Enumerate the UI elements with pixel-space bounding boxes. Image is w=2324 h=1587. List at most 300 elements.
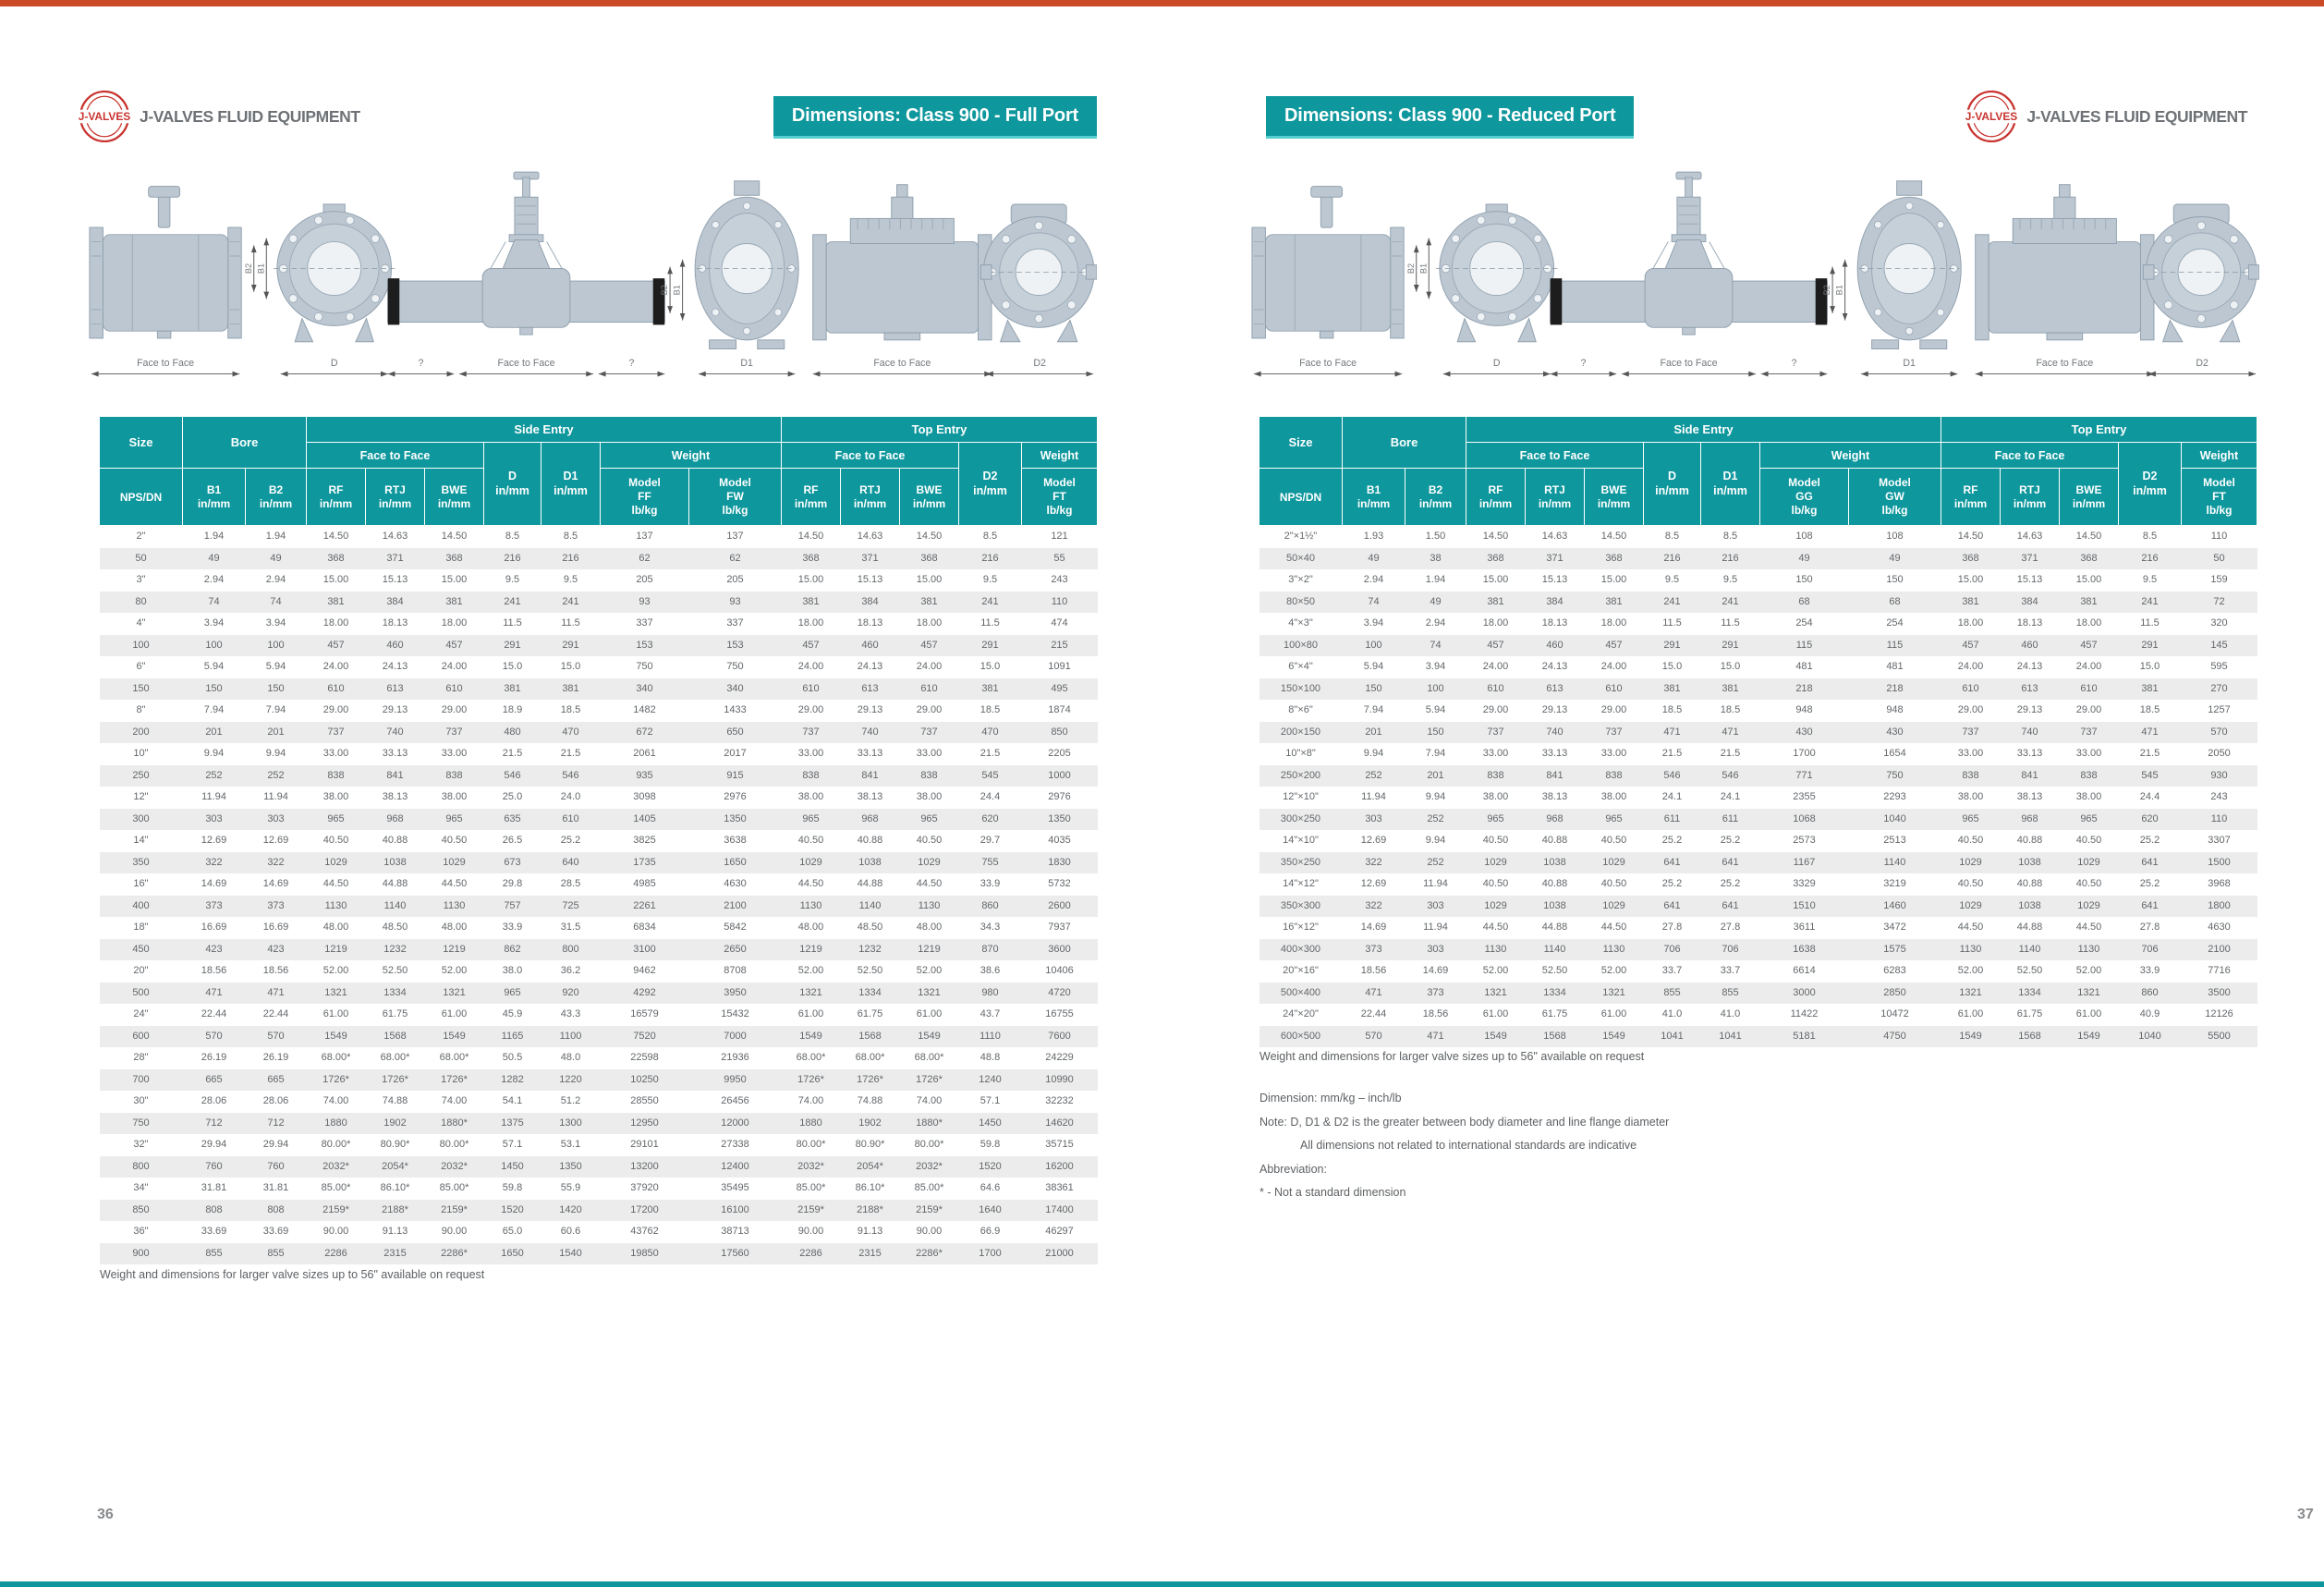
value-cell: 1321 xyxy=(2077,986,2100,998)
value-cell: 28.06 xyxy=(262,1095,289,1106)
value-cell: 33.69 xyxy=(262,1226,289,1237)
col-bore: Bore xyxy=(1343,417,1466,469)
value-cell: 52.00 xyxy=(1957,965,1984,976)
value-cell: 2315 xyxy=(383,1247,407,1259)
value-cell: 8.5 xyxy=(505,531,520,542)
value-cell: 1140 xyxy=(858,899,882,911)
value-cell: 18.00 xyxy=(1957,617,1984,629)
table-row xyxy=(100,1113,1098,1135)
value-cell: 640 xyxy=(562,856,579,868)
col-size: Size xyxy=(1259,417,1343,469)
table-row xyxy=(100,896,1098,918)
d2-dim-label: D2 xyxy=(1033,357,1046,369)
value-cell: 110 xyxy=(2210,812,2228,824)
value-cell: 965 xyxy=(920,812,938,824)
size-cell: 150×100 xyxy=(1280,682,1321,694)
value-cell: 8.5 xyxy=(982,531,998,542)
value-cell: 68.00* xyxy=(914,1052,944,1063)
value-cell: 3500 xyxy=(2208,986,2231,998)
value-cell: 150 xyxy=(1427,726,1444,738)
value-cell: 21936 xyxy=(721,1052,749,1063)
value-cell: 1219 xyxy=(799,943,822,955)
value-cell: 2976 xyxy=(724,791,747,802)
table-body xyxy=(100,526,1098,1265)
value-cell: 470 xyxy=(562,726,579,738)
value-cell: 965 xyxy=(445,812,463,824)
value-cell: 2032* xyxy=(916,1160,943,1172)
value-cell: 205 xyxy=(636,574,653,585)
value-cell: 40.88 xyxy=(382,835,408,846)
value-cell: 381 xyxy=(981,682,999,694)
value-cell: 3600 xyxy=(1048,943,1071,955)
value-cell: 1549 xyxy=(918,1030,941,1042)
value-cell: 57.1 xyxy=(502,1139,523,1150)
value-cell: 2159* xyxy=(916,1203,943,1215)
value-cell: 80.00* xyxy=(914,1139,944,1150)
value-cell: 1040 xyxy=(2138,1030,2161,1042)
page-number: 36 xyxy=(97,1507,114,1522)
value-cell: 6283 xyxy=(1883,965,1906,976)
value-cell: 570 xyxy=(2210,726,2228,738)
value-cell: 29.00 xyxy=(797,704,824,715)
value-cell: 2650 xyxy=(724,943,747,955)
value-cell: 1321 xyxy=(1602,986,1625,998)
value-cell: 61.00 xyxy=(1482,1008,1509,1019)
value-cell: 201 xyxy=(205,726,223,738)
value-cell: 33.00 xyxy=(1600,748,1627,759)
value-cell: 9462 xyxy=(633,965,656,976)
value-cell: 38.13 xyxy=(857,791,883,802)
value-cell: 12400 xyxy=(721,1160,749,1172)
value-cell: 471 xyxy=(205,986,223,998)
value-cell: 4035 xyxy=(1048,835,1071,846)
value-cell: 457 xyxy=(1605,639,1623,651)
value-cell: 49 xyxy=(270,552,282,564)
value-cell: 85.00* xyxy=(321,1182,351,1193)
value-cell: 1110 xyxy=(979,1030,1001,1042)
size-cell: 8" xyxy=(136,704,146,715)
col-d1: D1 in/mm xyxy=(541,443,601,526)
table-row xyxy=(100,1047,1098,1069)
size-cell: 400×300 xyxy=(1280,943,1321,955)
value-cell: 33.9 xyxy=(2139,965,2160,976)
col-b2: B2 in/mm xyxy=(1405,469,1466,526)
table-row xyxy=(1259,548,2257,570)
value-cell: 965 xyxy=(2080,812,2098,824)
size-cell: 50×40 xyxy=(1286,552,1315,564)
value-cell: 15.13 xyxy=(2016,574,2043,585)
value-cell: 3.94 xyxy=(203,617,225,629)
value-cell: 153 xyxy=(636,639,653,651)
size-cell: 18" xyxy=(133,922,149,933)
value-cell: 50 xyxy=(2213,552,2225,564)
value-cell: 25.2 xyxy=(560,835,581,846)
value-cell: 100 xyxy=(267,639,285,651)
value-cell: 45.9 xyxy=(502,1008,523,1019)
q-dim-label: ? xyxy=(628,357,635,369)
value-cell: 1450 xyxy=(979,1117,1002,1129)
value-cell: 215 xyxy=(1051,639,1068,651)
value-cell: 368 xyxy=(1962,552,1979,564)
table-row xyxy=(100,1134,1098,1156)
value-cell: 61.00 xyxy=(916,1008,943,1019)
value-cell: 33.00 xyxy=(1482,748,1509,759)
value-cell: 40.88 xyxy=(1541,835,1568,846)
value-cell: 10406 xyxy=(1045,965,1074,976)
value-cell: 68.00* xyxy=(855,1052,885,1063)
value-cell: 641 xyxy=(2141,899,2159,911)
value-cell: 968 xyxy=(2021,812,2038,824)
value-cell: 5842 xyxy=(724,922,747,933)
value-cell: 1038 xyxy=(383,856,407,868)
value-cell: 481 xyxy=(1795,661,1813,672)
value-cell: 457 xyxy=(2080,639,2098,651)
size-cell: 24" xyxy=(133,1008,149,1019)
valve-diagrams xyxy=(88,166,1097,399)
table-row xyxy=(100,787,1098,809)
value-cell: 1700 xyxy=(1793,748,1816,759)
value-cell: 9.5 xyxy=(2142,574,2158,585)
value-cell: 24.1 xyxy=(1661,791,1683,802)
size-cell: 12"×10" xyxy=(1283,791,1319,802)
value-cell: 1167 xyxy=(1793,856,1816,868)
table-row xyxy=(1259,873,2257,896)
col-bwe: BWE in/mm xyxy=(425,469,484,526)
value-cell: 460 xyxy=(2021,639,2038,651)
value-cell: 33.13 xyxy=(857,748,883,759)
size-cell: 34" xyxy=(133,1182,149,1193)
value-cell: 7.94 xyxy=(265,704,286,715)
value-cell: 1029 xyxy=(1602,899,1625,911)
col-face-to-face: Face to Face xyxy=(782,443,959,469)
value-cell: 613 xyxy=(2021,682,2038,694)
value-cell: 838 xyxy=(1605,769,1623,781)
value-cell: 1350 xyxy=(724,812,747,824)
value-cell: 22598 xyxy=(630,1052,659,1063)
value-cell: 1568 xyxy=(1543,1030,1566,1042)
value-cell: 1038 xyxy=(2018,856,2041,868)
value-cell: 2.94 xyxy=(265,574,286,585)
value-cell: 80.90* xyxy=(380,1139,410,1150)
value-cell: 15.0 xyxy=(1661,661,1683,672)
value-cell: 29101 xyxy=(630,1139,659,1150)
value-cell: 471 xyxy=(2141,726,2159,738)
value-cell: 1041 xyxy=(1661,1030,1684,1042)
value-cell: 1735 xyxy=(633,856,656,868)
value-cell: 1700 xyxy=(979,1247,1002,1259)
value-cell: 9.94 xyxy=(1425,835,1446,846)
value-cell: 13200 xyxy=(630,1160,659,1172)
value-cell: 24.00 xyxy=(1600,661,1627,672)
value-cell: 62 xyxy=(639,552,651,564)
value-cell: 18.5 xyxy=(560,704,581,715)
value-cell: 2100 xyxy=(2208,943,2231,955)
value-cell: 25.0 xyxy=(502,791,523,802)
value-cell: 29.00 xyxy=(916,704,943,715)
value-cell: 2188* xyxy=(857,1203,883,1215)
value-cell: 40.50 xyxy=(1600,878,1627,889)
value-cell: 29.00 xyxy=(441,704,468,715)
value-cell: 33.7 xyxy=(1661,965,1683,976)
size-cell: 4"×3" xyxy=(1288,617,1313,629)
value-cell: 1726* xyxy=(382,1073,408,1085)
value-cell: 706 xyxy=(2141,943,2159,955)
value-cell: 2205 xyxy=(1048,748,1071,759)
value-cell: 55 xyxy=(1053,552,1065,564)
value-cell: 33.00 xyxy=(322,748,349,759)
d-dim-label: D xyxy=(330,357,338,369)
value-cell: 80.00* xyxy=(796,1139,826,1150)
value-cell: 48.00 xyxy=(916,922,943,933)
value-cell: 15.00 xyxy=(441,574,468,585)
table-row xyxy=(100,960,1098,983)
size-cell: 250 xyxy=(132,769,150,781)
value-cell: 368 xyxy=(327,552,345,564)
value-cell: 2100 xyxy=(724,899,747,911)
value-cell: 737 xyxy=(327,726,345,738)
value-cell: 3968 xyxy=(2208,878,2231,889)
value-cell: 460 xyxy=(1546,639,1564,651)
size-cell: 250×200 xyxy=(1280,769,1321,781)
f2f-dim-label: Face to Face xyxy=(1660,357,1718,369)
col-face-to-face: Face to Face xyxy=(307,443,484,469)
value-cell: 21.5 xyxy=(1720,748,1741,759)
col-model-top: Model FT lb/kg xyxy=(2182,469,2257,526)
value-cell: 1321 xyxy=(1484,986,1507,998)
value-cell: 68 xyxy=(1889,595,1901,607)
value-cell: 545 xyxy=(2141,769,2159,781)
value-cell: 611 xyxy=(1663,812,1681,824)
value-cell: 61.75 xyxy=(2016,1008,2043,1019)
value-cell: 4750 xyxy=(1883,1030,1906,1042)
table-row xyxy=(1259,830,2257,852)
value-cell: 481 xyxy=(1886,661,1904,672)
value-cell: 31.81 xyxy=(201,1182,227,1193)
value-cell: 471 xyxy=(1663,726,1681,738)
company-name: J-VALVES FLUID EQUIPMENT xyxy=(140,106,360,126)
value-cell: 44.50 xyxy=(1482,922,1509,933)
table-row xyxy=(1259,852,2257,874)
value-cell: 40.88 xyxy=(857,835,883,846)
value-cell: 216 xyxy=(981,552,999,564)
f2f-dim-label: Face to Face xyxy=(137,357,195,369)
value-cell: 38361 xyxy=(1045,1182,1074,1193)
col-rf: RF in/mm xyxy=(1941,469,2001,526)
value-cell: 52.50 xyxy=(1541,965,1568,976)
value-cell: 760 xyxy=(205,1160,223,1172)
value-cell: 24.00 xyxy=(2075,661,2102,672)
value-cell: 545 xyxy=(981,769,999,781)
jvalves-logo-icon xyxy=(79,91,130,142)
value-cell: 935 xyxy=(636,769,653,781)
value-cell: 28550 xyxy=(630,1095,659,1106)
value-cell: 150 xyxy=(267,682,285,694)
value-cell: 14.69 xyxy=(1360,922,1387,933)
value-cell: 750 xyxy=(726,661,744,672)
value-cell: 3219 xyxy=(1883,878,1906,889)
value-cell: 737 xyxy=(445,726,463,738)
value-cell: 15.00 xyxy=(2075,574,2102,585)
size-cell: 150 xyxy=(132,682,150,694)
value-cell: 1029 xyxy=(799,856,822,868)
value-cell: 121 xyxy=(1051,531,1068,542)
value-cell: 252 xyxy=(1427,812,1444,824)
value-cell: 1041 xyxy=(1719,1030,1742,1042)
value-cell: 1549 xyxy=(2077,1030,2100,1042)
value-cell: 1726* xyxy=(857,1073,883,1085)
value-cell: 17200 xyxy=(630,1203,659,1215)
value-cell: 201 xyxy=(1365,726,1382,738)
table-row xyxy=(100,809,1098,831)
value-cell: 15432 xyxy=(721,1008,749,1019)
value-cell: 74.88 xyxy=(382,1095,408,1106)
value-cell: 14.50 xyxy=(322,531,349,542)
value-cell: 14.63 xyxy=(857,531,883,542)
value-cell: 3098 xyxy=(633,791,656,802)
col-b1: B1 in/mm xyxy=(1343,469,1405,526)
value-cell: 40.50 xyxy=(322,835,349,846)
value-cell: 737 xyxy=(1487,726,1504,738)
value-cell: 1130 xyxy=(1959,943,1982,955)
table-row xyxy=(1259,809,2257,831)
col-rtj: RTJ in/mm xyxy=(841,469,900,526)
value-cell: 14.50 xyxy=(916,531,943,542)
value-cell: 29.00 xyxy=(322,704,349,715)
value-cell: 965 xyxy=(1605,812,1623,824)
value-cell: 52.00 xyxy=(322,965,349,976)
value-cell: 838 xyxy=(1487,769,1504,781)
value-cell: 150 xyxy=(1886,574,1904,585)
value-cell: 855 xyxy=(1722,986,1739,998)
value-cell: 373 xyxy=(267,899,285,911)
value-cell: 44.50 xyxy=(2075,922,2102,933)
value-cell: 2600 xyxy=(1048,899,1071,911)
value-cell: 381 xyxy=(1722,682,1739,694)
value-cell: 471 xyxy=(1427,1030,1444,1042)
dimensions-table-full-port xyxy=(99,416,1098,1264)
value-cell: 18.00 xyxy=(2075,617,2102,629)
value-cell: 291 xyxy=(981,639,999,651)
q-dim-label: ? xyxy=(1580,357,1587,369)
value-cell: 968 xyxy=(861,812,879,824)
value-cell: 423 xyxy=(205,943,223,955)
value-cell: 6834 xyxy=(633,922,656,933)
value-cell: 110 xyxy=(1051,595,1068,607)
value-cell: 52.50 xyxy=(857,965,883,976)
value-cell: 29.00 xyxy=(1957,704,1984,715)
value-cell: 1375 xyxy=(501,1117,524,1129)
value-cell: 241 xyxy=(2141,595,2159,607)
value-cell: 21.5 xyxy=(1661,748,1683,759)
col-bore: Bore xyxy=(183,417,307,469)
value-cell: 9.5 xyxy=(505,574,520,585)
value-cell: 800 xyxy=(562,943,579,955)
value-cell: 25.2 xyxy=(2139,835,2160,846)
value-cell: 18.13 xyxy=(857,617,883,629)
q-dim-label: ? xyxy=(1791,357,1797,369)
table-row xyxy=(100,830,1098,852)
size-cell: 300×250 xyxy=(1280,812,1321,824)
value-cell: 26.5 xyxy=(502,835,523,846)
value-cell: 1540 xyxy=(559,1247,582,1259)
value-cell: 641 xyxy=(1722,856,1739,868)
size-cell: 12" xyxy=(133,791,149,802)
value-cell: 337 xyxy=(636,617,653,629)
d1-dim-label: D1 xyxy=(740,357,753,369)
valve-diagrams xyxy=(1250,166,2259,399)
col-size: Size xyxy=(100,417,183,469)
value-cell: 1726* xyxy=(916,1073,943,1085)
value-cell: 9.5 xyxy=(1722,574,1738,585)
value-cell: 11.5 xyxy=(503,617,522,629)
value-cell: 74 xyxy=(1430,639,1442,651)
value-cell: 457 xyxy=(445,639,463,651)
value-cell: 24.00 xyxy=(322,661,349,672)
value-cell: 38.00 xyxy=(797,791,824,802)
value-cell: 61.00 xyxy=(1600,1008,1627,1019)
value-cell: 27.8 xyxy=(2139,922,2160,933)
value-cell: 61.00 xyxy=(2075,1008,2102,1019)
value-cell: 33.00 xyxy=(797,748,824,759)
value-cell: 150 xyxy=(1365,682,1382,694)
value-cell: 16579 xyxy=(630,1008,659,1019)
value-cell: 838 xyxy=(1962,769,1979,781)
value-cell: 2.94 xyxy=(203,574,225,585)
value-cell: 948 xyxy=(1886,704,1904,715)
value-cell: 2315 xyxy=(858,1247,882,1259)
value-cell: 33.9 xyxy=(502,922,523,933)
value-cell: 611 xyxy=(1722,812,1739,824)
value-cell: 12950 xyxy=(630,1117,659,1129)
value-cell: 38.0 xyxy=(502,965,523,976)
value-cell: 29.94 xyxy=(262,1139,289,1150)
value-cell: 303 xyxy=(267,812,285,824)
value-cell: 3950 xyxy=(724,986,747,998)
value-cell: 38 xyxy=(1430,552,1442,564)
notes-block xyxy=(1259,1087,1669,1205)
value-cell: 610 xyxy=(1605,682,1623,694)
value-cell: 808 xyxy=(205,1203,223,1215)
value-cell: 2293 xyxy=(1883,791,1906,802)
value-cell: 430 xyxy=(1795,726,1813,738)
value-cell: 40.88 xyxy=(2016,878,2043,889)
value-cell: 24.1 xyxy=(1720,791,1741,802)
value-cell: 460 xyxy=(386,639,404,651)
value-cell: 1549 xyxy=(799,1030,822,1042)
value-cell: 1029 xyxy=(1484,899,1507,911)
value-cell: 24.4 xyxy=(979,791,1001,802)
value-cell: 371 xyxy=(386,552,404,564)
value-cell: 38.13 xyxy=(2016,791,2043,802)
value-cell: 870 xyxy=(981,943,999,955)
value-cell: 74 xyxy=(270,595,282,607)
value-cell: 93 xyxy=(639,595,651,607)
value-cell: 15.13 xyxy=(857,574,883,585)
table-row xyxy=(100,526,1098,548)
size-cell: 600 xyxy=(132,1030,150,1042)
value-cell: 641 xyxy=(1663,856,1681,868)
value-cell: 1650 xyxy=(724,856,747,868)
table-row xyxy=(100,1091,1098,1113)
value-cell: 3611 xyxy=(1793,922,1816,933)
value-cell: 3000 xyxy=(1793,986,1816,998)
value-cell: 595 xyxy=(2210,661,2228,672)
table-row xyxy=(1259,613,2257,635)
value-cell: 33.00 xyxy=(2075,748,2102,759)
value-cell: 1549 xyxy=(1484,1030,1507,1042)
value-cell: 9.94 xyxy=(203,748,225,759)
value-cell: 49 xyxy=(1368,552,1380,564)
